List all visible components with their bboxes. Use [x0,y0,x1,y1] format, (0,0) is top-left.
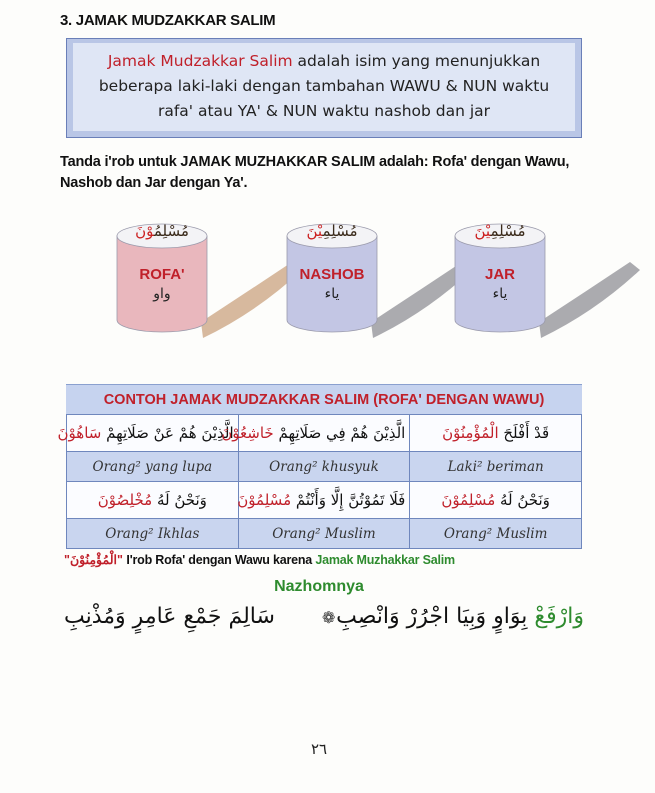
cylinder-arabic-word: مُسْلِمُوْنَ [135,222,189,240]
cylinder-body [287,236,377,332]
table-cell: Orang² Ikhlas [67,519,239,549]
verse-left-hemistich: سَالِمَ جَمْعِ عَامِرٍ وَمُذْنِبِ [64,604,275,629]
definition-line-1 [67,49,581,74]
cylinder-letter: ياء [492,286,508,302]
cylinder-jar [455,222,545,332]
examples-table [57,414,582,549]
irob-note [64,552,455,567]
cylinder-body [117,236,207,332]
cylinder-arabic-word: مُسْلِمِيْنَ [474,222,526,240]
nazhom-title: Nazhomnya [274,578,364,595]
table-cell: الَّذِيْنَ هُمْ عَنْ صَلَاتِهِمْ سَاهُوْنَ [67,415,239,452]
verse-right-hemistich: وَارْفَعْ بِوَاوٍ وَبِيَا اجْرُرْ وَانْصِبِ [336,604,584,629]
table-row [67,452,582,482]
table-cell: وَنَحْنُ لَهُ مُسْلِمُوْنَ [410,482,582,519]
definition-line-1-rest: adalah isim yang menunjukkan [292,52,541,70]
definition-line-3: rafa' atau YA' & NUN waktu nashob dan jar [157,102,491,120]
table-cell: فَلَا تَمُوْتُنَّ إِلَّا وَأَنْتُمْ مُسْلِمُوْنَ [238,482,410,519]
cylinder-label: JAR [484,266,515,283]
table-cell: Orang² khusyuk [238,452,410,482]
definition-box [66,38,582,138]
cylinder-letter: ياء [324,286,340,302]
irob-term: Jamak Muzhakkar Salim [315,553,455,567]
cylinder-shadow [539,262,640,338]
cylinder-label: ROFA' [139,266,185,283]
definition-line-2: beberapa laki-laki dengan tambahan WAWU & NUN waktu [98,77,550,95]
table-row [67,519,582,549]
definition-text [67,49,581,124]
definition-term: Jamak Mudzakkar Salim [107,52,293,70]
table-cell: Orang² yang lupa [67,452,239,482]
table-cell: Laki² beriman [410,452,582,482]
table-row [67,482,582,519]
table-cell: وَنَحْنُ لَهُ مُخْلِصُوْنَ [67,482,239,519]
cylinder-nashob [287,222,377,332]
section-heading: 3. JAMAK MUDZAKKAR SALIM [60,12,276,29]
cylinder-body [455,236,545,332]
cylinder-label: NASHOB [299,266,365,283]
table-title: CONTOH JAMAK MUDZAKKAR SALIM (ROFA' DENGAN WAWU) [66,384,582,415]
table-cell: Orang² Muslim [410,519,582,549]
table-cell: قَدْ أَفْلَحَ الْمُؤْمِنُوْنَ [410,415,582,452]
cylinder-arabic-word: مُسْلِمِيْنَ [306,222,358,240]
cylinder-letter: واو [153,286,171,302]
page-number: ٢٦ [310,740,328,758]
table-row [67,415,582,452]
irob-quote-close: " [117,553,123,567]
table-cell: الَّذِيْنَ هُمْ فِي صَلَاتِهِمْ خَاشِعُوْنَ [238,415,410,452]
irob-word: الْمُؤْمِنُوْنَ [69,553,118,567]
nazhom-verse [64,604,584,638]
cylinder-rofa [117,222,207,332]
table-cell: Orang² Muslim [238,519,410,549]
irob-text: I'rob Rofa' dengan Wawu karena [122,553,316,567]
irob-quote-open: " [64,553,70,567]
irob-sign-text: Tanda i'rob untuk JAMAK MUZHAKKAR SALIM adalah: Rofa' dengan Wawu, Nashob dan Jar dengan Ya'. [60,154,570,191]
verse-separator-icon: ❁ [322,608,336,627]
